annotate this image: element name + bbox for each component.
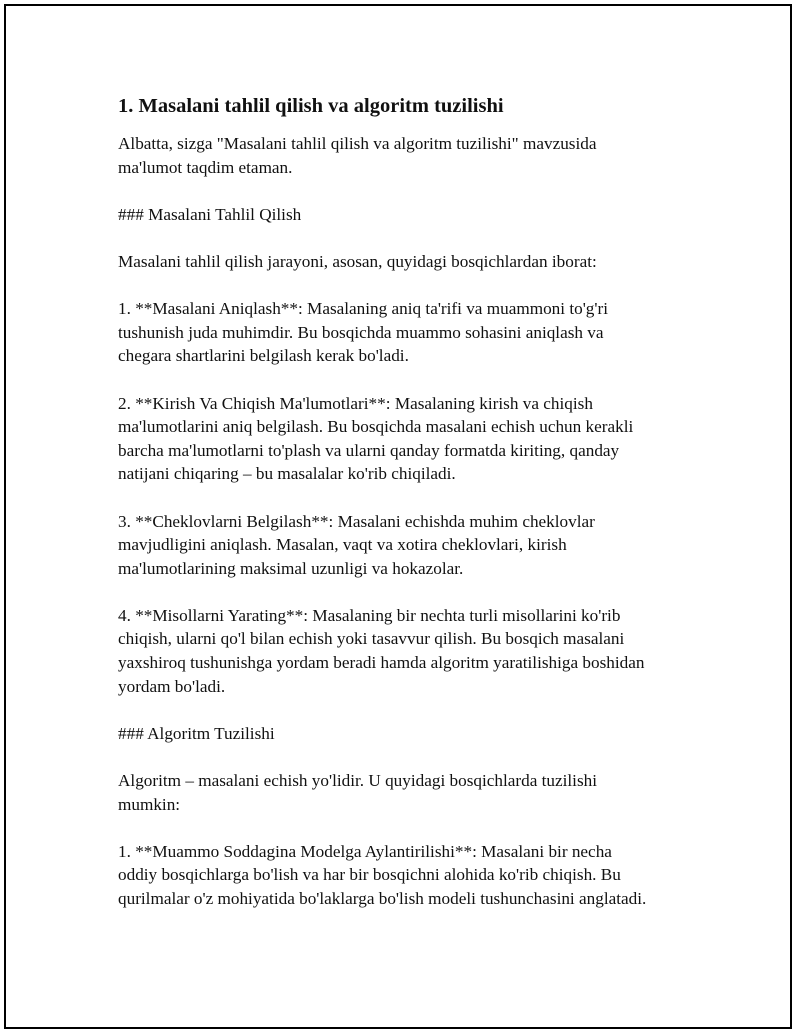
- section-heading-algorithm: [118, 722, 718, 746]
- text-line: ### Masalani Tahlil Qilish: [118, 204, 302, 224]
- text-line: 4. **Misollarni Yarating**: Masalaning bir nechta turli misollarini ko'rib: [118, 605, 621, 625]
- text-line: 1. **Masalani Aniqlash**: Masalaning aniq ta'rifi va muammoni to'g'ri: [118, 299, 608, 319]
- paragraph-analysis-intro: [118, 250, 718, 274]
- list-item-3: [118, 510, 718, 581]
- text-line: 2. **Kirish Va Chiqish Ma'lumotlari**: Masalaning kirish va chiqish: [118, 393, 593, 413]
- text-line: Algoritm – masalani echish yo'lidir. U quyidagi bosqichlarda tuzilishi: [118, 771, 598, 791]
- text-line: ma'lumot taqdim etaman.: [118, 157, 293, 177]
- text-line: mumkin:: [118, 794, 181, 814]
- text-line: ma'lumotlarining maksimal uzunligi va hokazolar.: [118, 558, 464, 578]
- list-item-algorithm-1: [118, 840, 718, 911]
- text-line: qurilmalar o'z mohiyatida bo'laklarga bo'lish modeli tushunchasini anglatadi.: [118, 889, 647, 908]
- document-body: [118, 93, 718, 934]
- text-line: chiqish, ularni qo'l bilan echish yoki tasavvur qilish. Bu bosqich masalani: [118, 629, 625, 649]
- text-line: ma'lumotlarini aniq belgilash. Bu bosqichda masalani echish uchun kerakli: [118, 417, 634, 437]
- text-line: natijani chiqaring – bu masalalar ko'rib chiqiladi.: [118, 464, 456, 484]
- section-heading-analysis: [118, 203, 718, 227]
- list-item-4: [118, 604, 718, 698]
- document-title: 1. Masalani tahlil qilish va algoritm tuzilishi: [118, 95, 504, 117]
- text-line: barcha ma'lumotlarni to'plash va ularni qanday formatda kiriting, qanday: [118, 440, 620, 460]
- text-line: oddiy bosqichlarga bo'lish va har bir bosqichni alohida ko'rib chiqish. Bu: [118, 865, 621, 885]
- text-line: chegara shartlarini belgilash kerak bo'ladi.: [118, 346, 409, 366]
- list-item-2: [118, 392, 718, 486]
- paragraph-algorithm-intro: [118, 769, 718, 816]
- text-line: yaxshiroq tushunishga yordam beradi hamda algoritm yaratilishiga boshidan: [118, 653, 645, 673]
- text-line: yordam bo'ladi.: [118, 676, 226, 696]
- text-line: mavjudligini aniqlash. Masalan, vaqt va xotira cheklovlari, kirish: [118, 535, 567, 555]
- list-item-1: [118, 297, 718, 368]
- text-line: ### Algoritm Tuzilishi: [118, 723, 275, 743]
- text-line: 3. **Cheklovlarni Belgilash**: Masalani echishda muhim cheklovlar: [118, 511, 595, 531]
- text-line: 1. **Muammo Soddagina Modelga Aylantirilishi**: Masalani bir necha: [118, 841, 612, 861]
- text-line: Albatta, sizga "Masalani tahlil qilish va algoritm tuzilishi" mavzusida: [118, 134, 597, 153]
- text-line: Masalani tahlil qilish jarayoni, asosan, quyidagi bosqichlardan iborat:: [118, 251, 597, 271]
- text-line: tushunish juda muhimdir. Bu bosqichda muammo sohasini aniqlash va: [118, 322, 604, 342]
- paragraph-intro: [118, 132, 718, 179]
